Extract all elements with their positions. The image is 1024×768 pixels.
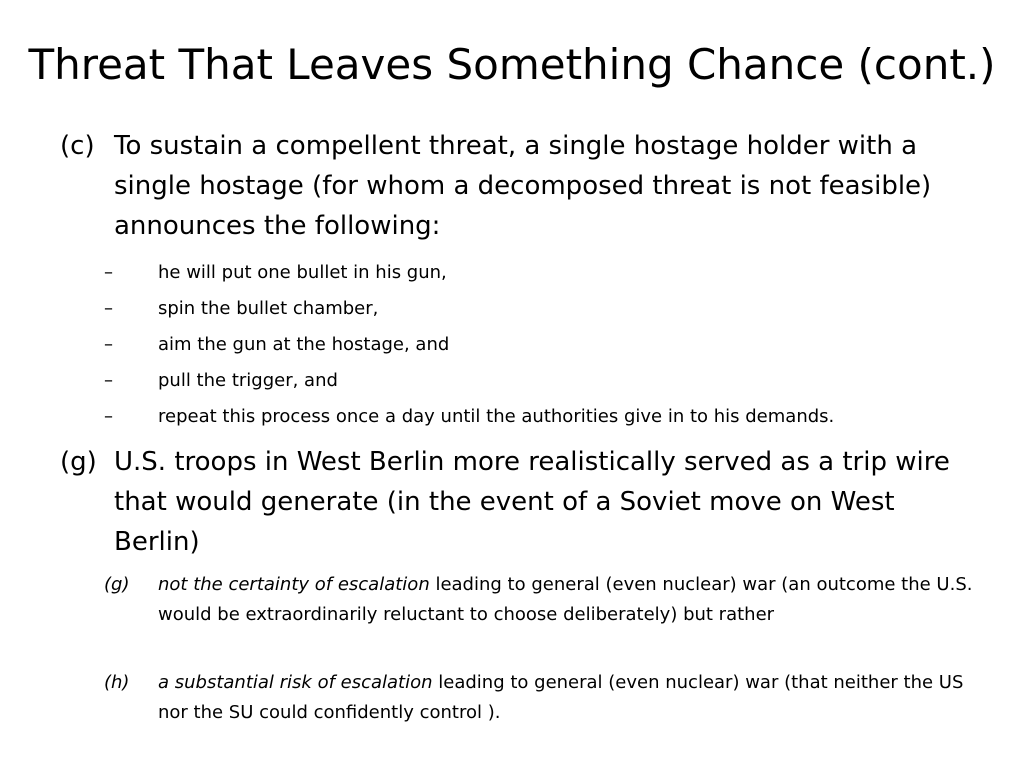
subpoint-marker: (g) bbox=[104, 574, 130, 595]
dash-marker: – bbox=[104, 334, 113, 355]
subpoint-marker: (h) bbox=[104, 672, 130, 693]
subpoint-text bbox=[158, 570, 974, 630]
bullet-text: aim the gun at the hostage, and bbox=[158, 334, 450, 355]
subpoint-emphasis: not the certainty of escalation bbox=[158, 574, 430, 595]
subpoint-emphasis: a substantial risk of escalation bbox=[158, 672, 433, 693]
bullet-text: spin the bullet chamber, bbox=[158, 298, 379, 319]
bullet-text: pull the trigger, and bbox=[158, 370, 338, 391]
subpoint-rest: leading to general (even nuclear) war (an outcome the U.S. would be extraordinarily reluctant to choose deliberately) but rather bbox=[158, 574, 973, 625]
bullet-item bbox=[104, 330, 974, 360]
bullet-text: he will put one bullet in his gun, bbox=[158, 262, 447, 283]
point-c bbox=[60, 126, 980, 246]
subpoint-item bbox=[104, 668, 974, 728]
point-g-text: U.S. troops in West Berlin more realistically served as a trip wire that would generate (in the event of a Soviet move on West Berlin) bbox=[114, 447, 950, 557]
bullet-text: repeat this process once a day until the authorities give in to his demands. bbox=[158, 406, 835, 427]
dash-marker: – bbox=[104, 406, 113, 427]
subpoint-item bbox=[104, 570, 974, 630]
dash-marker: – bbox=[104, 370, 113, 391]
slide-title: Threat That Leaves Something Chance (cont.) bbox=[28, 40, 996, 89]
point-g-marker: (g) bbox=[60, 447, 97, 477]
dash-marker: – bbox=[104, 298, 113, 319]
bullet-item bbox=[104, 402, 974, 432]
subpoint-text bbox=[158, 668, 974, 728]
point-c-text: To sustain a compellent threat, a single hostage holder with a single hostage (for whom a decomposed threat is not feasible) announces the following: bbox=[114, 131, 932, 241]
bullet-item bbox=[104, 258, 974, 288]
subpoint-rest: leading to general (even nuclear) war (that neither the US nor the SU could confidently control ). bbox=[158, 672, 964, 723]
bullet-item bbox=[104, 294, 974, 324]
point-c-marker: (c) bbox=[60, 131, 95, 161]
bullet-item bbox=[104, 366, 974, 396]
dash-marker: – bbox=[104, 262, 113, 283]
point-g bbox=[60, 442, 980, 562]
